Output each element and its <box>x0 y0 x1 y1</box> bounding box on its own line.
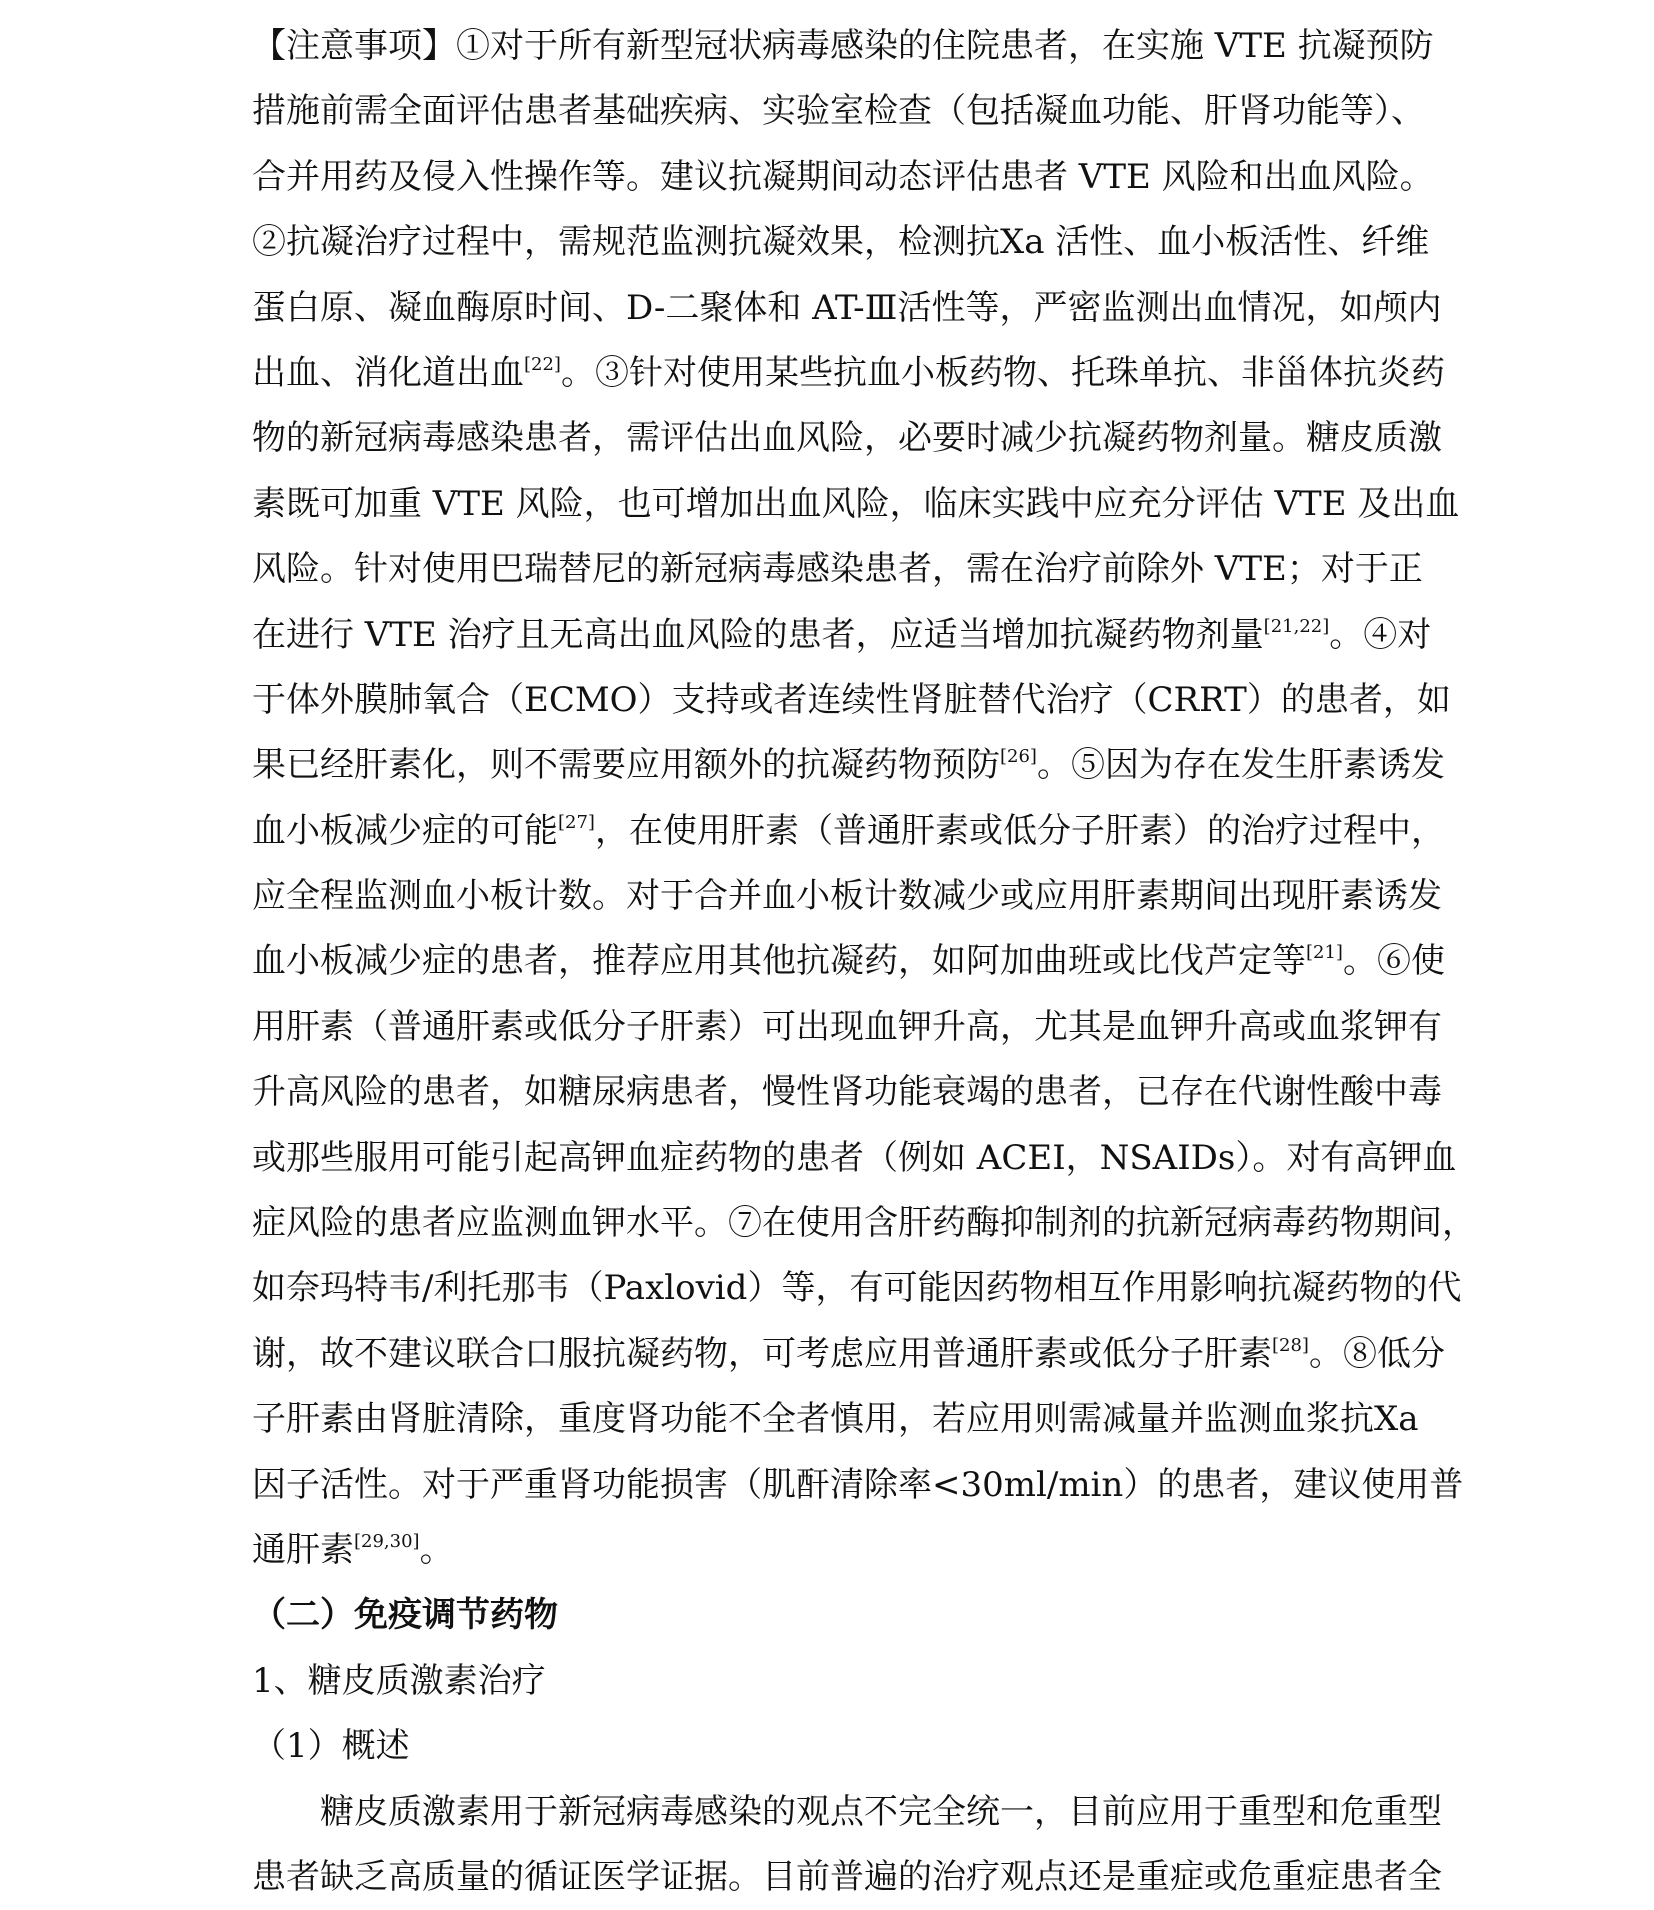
paragraph-line: 患者缺乏高质量的循证医学证据。目前普遍的治疗观点还是重症或危重症患者全 <box>252 1856 1442 1897</box>
line-text: 措施前需全面评估患者基础疾病、实验室检查（包括凝血功能、肝肾功能等）、 <box>252 91 1425 132</box>
paragraph-line <box>252 1322 1445 1387</box>
paragraph-line <box>252 79 1425 144</box>
citation-superscript: [26] <box>1000 746 1037 768</box>
paragraph-line <box>252 1126 1457 1191</box>
line-text: 【注意事项】①对于所有新型冠状病毒感染的住院患者，在实施 VTE 抗凝预防 <box>252 26 1434 66</box>
line-text: 。⑧低分 <box>1308 1333 1445 1374</box>
paragraph-line <box>252 799 1445 864</box>
citation-superscript: [22] <box>524 353 561 375</box>
line-text: 谢，故不建议联合口服抗凝药物，可考虑应用普通肝素或低分子肝素 <box>252 1333 1272 1374</box>
line-text: 或那些服用可能引起高钾血症药物的患者（例如 ACEI，NSAIDs）。对有高钾血 <box>252 1137 1457 1178</box>
paragraph-line <box>252 14 1434 79</box>
line-text: 果已经肝素化，则不需要应用额外的抗凝药物预防 <box>252 745 1000 786</box>
paragraph-line <box>252 733 1445 798</box>
line-text: 。 <box>419 1529 454 1570</box>
line-text: 素既可加重 VTE 风险，也可增加出血风险，临床实践中应充分评估 VTE 及出血 <box>252 483 1460 524</box>
notes-paragraph <box>252 14 1476 1583</box>
line-text: 合并用药及侵入性操作等。建议抗凝期间动态评估患者 VTE 风险和出血风险。 <box>252 156 1434 197</box>
line-text: 用肝素（普通肝素或低分子肝素）可出现血钾升高，尤其是血钾升高或血浆钾有 <box>252 1006 1442 1047</box>
line-text: ，在使用肝素（普通肝素或低分子肝素）的治疗过程中， <box>594 810 1445 851</box>
paragraph-line <box>252 668 1451 733</box>
line-text: 子肝素由肾脏清除，重度肾功能不全者慎用，若应用则需减量并监测血浆抗Ⅹa <box>252 1399 1419 1440</box>
citation-superscript: [28] <box>1272 1334 1309 1356</box>
paragraph-line <box>252 472 1460 537</box>
citation-superscript: [21,22] <box>1263 615 1330 637</box>
paragraph-line <box>252 341 1445 406</box>
overview-paragraph <box>252 1780 1442 1910</box>
paragraph-line <box>252 1191 1476 1256</box>
line-text: 通肝素 <box>252 1529 354 1570</box>
line-text: ②抗凝治疗过程中，需规范监测抗凝效果，检测抗Ⅹa 活性、血小板活性、纤维 <box>252 222 1430 263</box>
line-text: 升高风险的患者，如糖尿病患者，慢性肾功能衰竭的患者，已存在代谢性酸中毒 <box>252 1072 1442 1113</box>
line-text: 。⑥使 <box>1342 941 1445 982</box>
paragraph-line <box>252 603 1432 668</box>
line-text: 于体外膜肺氧合（ECMO）支持或者连续性肾脏替代治疗（CRRT）的患者，如 <box>252 679 1451 720</box>
citation-superscript: [27] <box>558 811 595 833</box>
paragraph-line <box>252 929 1445 994</box>
paragraph-line: 糖皮质激素用于新冠病毒感染的观点不完全统一，目前应用于重型和危重型 <box>320 1791 1442 1832</box>
paragraph-line <box>252 276 1442 341</box>
line-text: 出血、消化道出血 <box>252 352 524 393</box>
paragraph-line <box>252 1453 1464 1518</box>
line-text: 血小板减少症的可能 <box>252 810 558 851</box>
paragraph-line <box>252 995 1442 1060</box>
paragraph-line <box>252 1256 1462 1321</box>
citation-superscript: [29,30] <box>354 1530 420 1552</box>
line-text: 蛋白原、凝血酶原时间、D-二聚体和 AT-Ⅲ活性等，严密监测出血情况，如颅内 <box>252 287 1442 328</box>
paragraph-line <box>252 537 1423 602</box>
paragraph-line <box>252 210 1430 275</box>
line-text: 。⑤因为存在发生肝素诱发 <box>1036 745 1445 786</box>
paragraph-line <box>252 406 1442 471</box>
paragraph-line <box>252 145 1434 210</box>
document-page <box>252 14 1476 1910</box>
line-text: 如奈玛特韦/利托那韦（Paxlovid）等，有可能因药物相互作用影响抗凝药物的代 <box>252 1268 1462 1309</box>
sub-subsection-heading: （1）概述 <box>252 1726 410 1767</box>
line-text: 。④对 <box>1329 614 1432 655</box>
line-text: 因子活性。对于严重肾功能损害（肌酐清除率<30ml/min）的患者，建议使用普 <box>252 1464 1464 1505</box>
citation-superscript: [21] <box>1306 942 1343 964</box>
paragraph-line <box>252 1060 1442 1125</box>
line-text: 。③针对使用某些抗血小板药物、托珠单抗、非甾体抗炎药 <box>560 352 1445 393</box>
line-text: 在进行 VTE 治疗且无高出血风险的患者，应适当增加抗凝药物剂量 <box>252 614 1264 655</box>
section-heading: （二）免疫调节药物 <box>252 1595 558 1636</box>
subsection-heading: 1、糖皮质激素治疗 <box>252 1660 546 1701</box>
line-text: 应全程监测血小板计数。对于合并血小板计数减少或应用肝素期间出现肝素诱发 <box>252 876 1442 917</box>
line-text: 症风险的患者应监测血钾水平。⑦在使用含肝药酶抑制剂的抗新冠病毒药物期间， <box>252 1203 1476 1244</box>
paragraph-line <box>252 864 1442 929</box>
line-text: 血小板减少症的患者，推荐应用其他抗凝药，如阿加曲班或比伐芦定等 <box>252 941 1306 982</box>
paragraph-line <box>252 1387 1419 1452</box>
paragraph-line <box>252 1518 1412 1583</box>
line-text: 风险。针对使用巴瑞替尼的新冠病毒感染患者，需在治疗前除外 VTE；对于正 <box>252 549 1423 590</box>
line-text: 物的新冠病毒感染患者，需评估出血风险，必要时减少抗凝药物剂量。糖皮质激 <box>252 418 1442 459</box>
